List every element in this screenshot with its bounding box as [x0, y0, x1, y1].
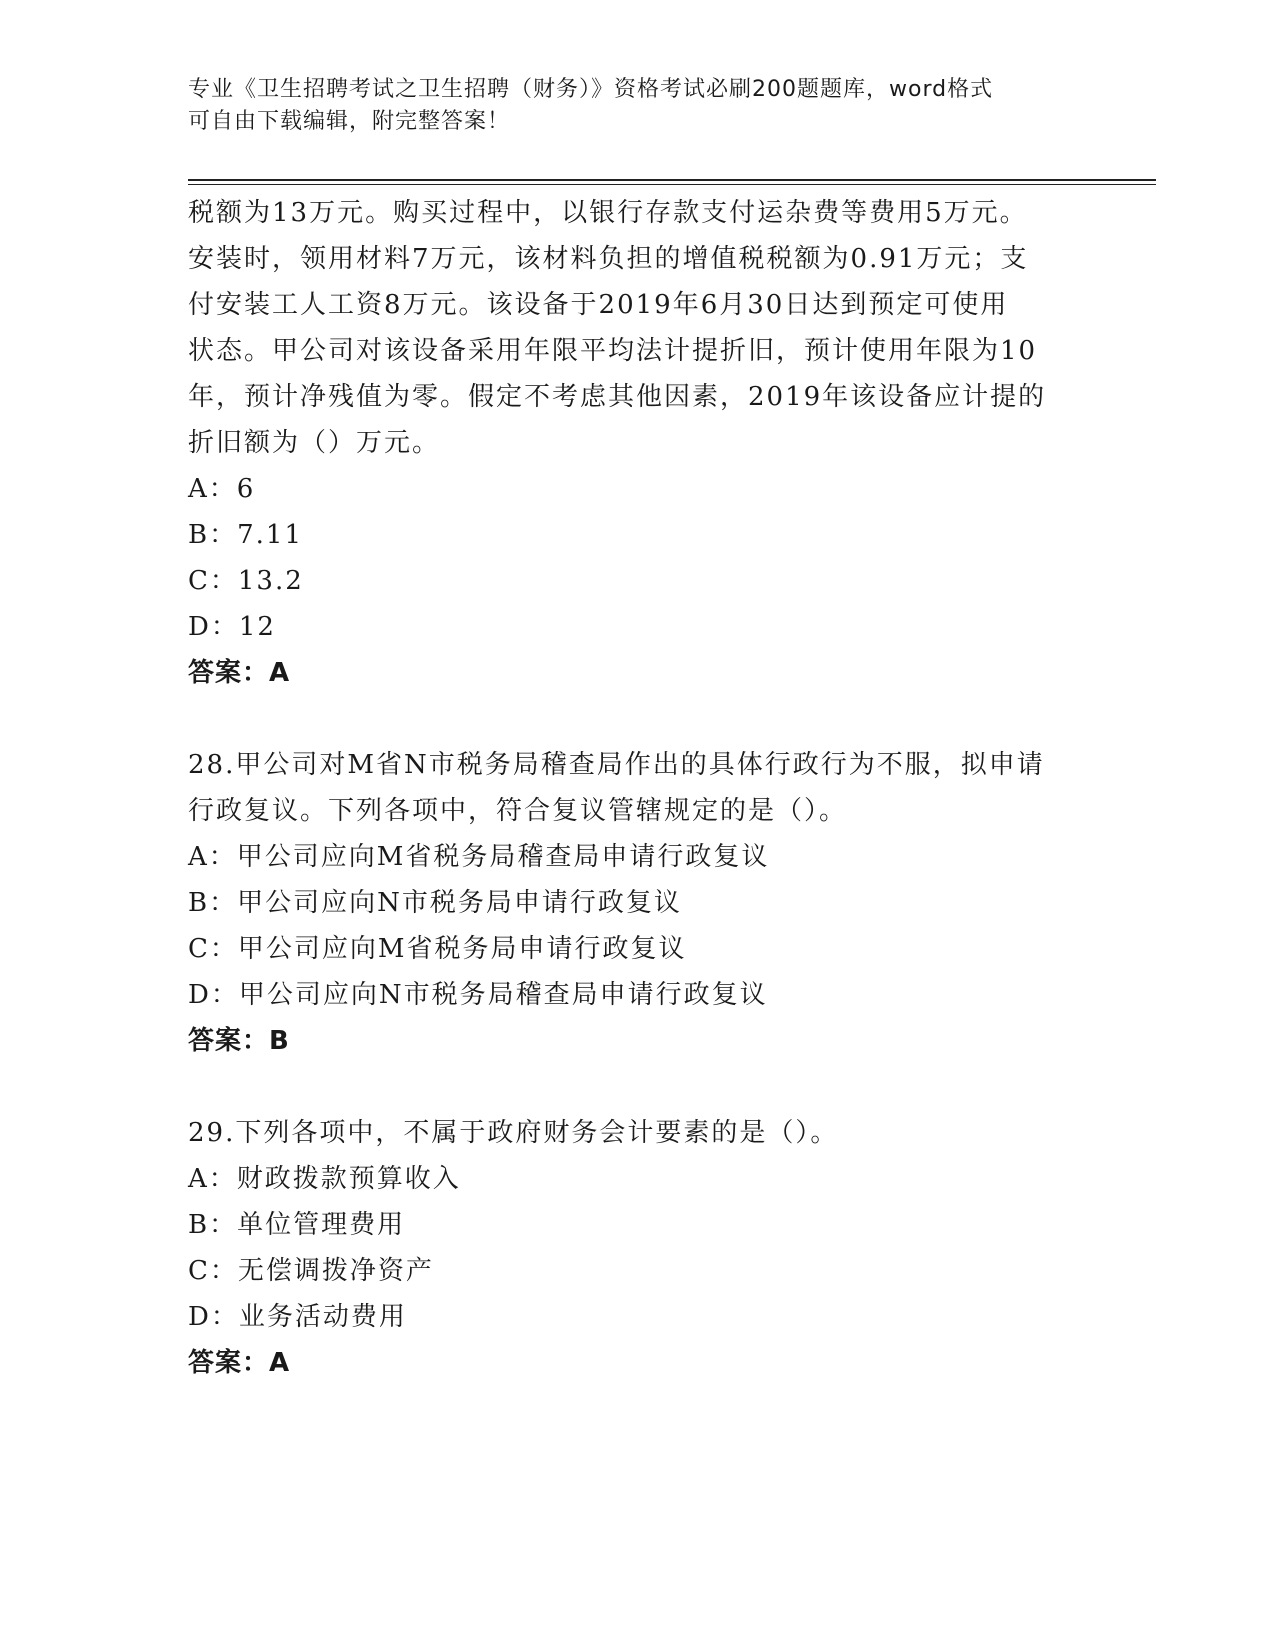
option-c: C：无偿调拨净资产 — [188, 1256, 434, 1286]
option-b: B：7.11 — [188, 520, 303, 550]
question-stem-line: 年，预计净残值为零。假定不考虑其他因素，2019年该设备应计提的 — [188, 382, 1047, 412]
question-stem-line: 29.下列各项中，不属于政府财务会计要素的是（）。 — [188, 1118, 839, 1148]
header-line-2: 可自由下载编辑，附完整答案！ — [188, 109, 511, 134]
answer-line: 答案：A — [188, 658, 291, 688]
document-body — [188, 190, 1088, 1386]
question-stem-line: 安装时，领用材料7万元，该材料负担的增值税税额为0.91万元；支 — [188, 244, 1029, 274]
header-divider-thin — [188, 184, 1156, 185]
question-stem-line: 付安装工人工资8万元。该设备于2019年6月30日达到预定可使用 — [188, 290, 1009, 320]
option-b: B：单位管理费用 — [188, 1210, 406, 1240]
question-stem-line: 状态。甲公司对该设备采用年限平均法计提折旧，预计使用年限为10 — [188, 336, 1038, 366]
question-stem-line: 28.甲公司对M省N市税务局稽查局作出的具体行政行为不服，拟申请 — [188, 750, 1045, 780]
option-a: A：6 — [188, 474, 256, 504]
header-divider-thick — [188, 179, 1156, 181]
spacer — [188, 1064, 1088, 1110]
option-d: D：12 — [188, 612, 276, 642]
answer-line: 答案：B — [188, 1026, 290, 1056]
header-line-1: 专业《卫生招聘考试之卫生招聘（财务）》资格考试必刷200题题库，word格式 — [188, 77, 994, 102]
option-a: A：财政拨款预算收入 — [188, 1164, 461, 1194]
document-header — [188, 74, 1088, 138]
option-a: A：甲公司应向M省税务局稽查局申请行政复议 — [188, 842, 770, 872]
option-d: D：甲公司应向N市税务局稽查局申请行政复议 — [188, 980, 768, 1010]
question-29 — [188, 1110, 1088, 1386]
spacer — [188, 696, 1088, 742]
option-d: D：业务活动费用 — [188, 1302, 407, 1332]
option-c: C：13.2 — [188, 566, 304, 596]
answer-line: 答案：A — [188, 1348, 291, 1378]
question-stem-line: 行政复议。下列各项中，符合复议管辖规定的是（）。 — [188, 796, 848, 826]
question-27 — [188, 190, 1088, 696]
option-c: C：甲公司应向M省税务局申请行政复议 — [188, 934, 687, 964]
option-b: B：甲公司应向N市税务局申请行政复议 — [188, 888, 682, 918]
question-28 — [188, 742, 1088, 1064]
question-stem-line: 折旧额为（）万元。 — [188, 428, 441, 458]
question-stem-line: 税额为13万元。购买过程中，以银行存款支付运杂费等费用5万元。 — [188, 198, 1028, 228]
